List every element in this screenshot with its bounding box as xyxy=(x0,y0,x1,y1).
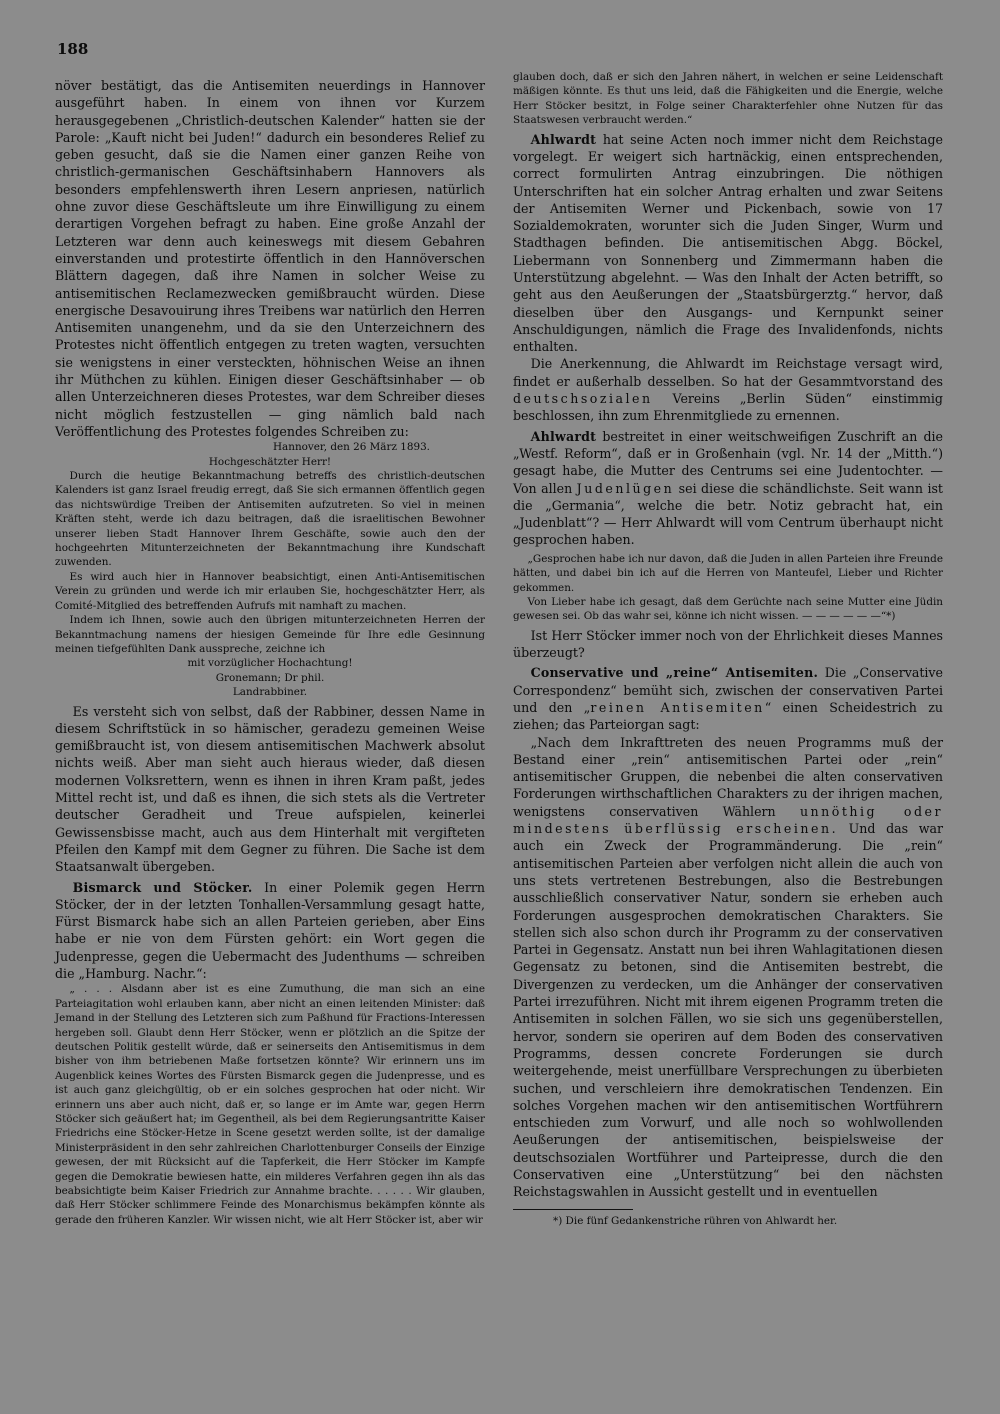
text-segment: bestreitet in einer weitschweifigen Zuschrift an die „Westf. Reform“, daß er in Großenhain (vgl. Nr. 14 der „Mitth.“) gesagt habe, die Mutter des Centrums sei eine Judentochter. — Von allen xyxy=(513,428,943,496)
text-segment: Die „Conservative Correspondenz“ bemüht sich, zwischen der conservativen Partei und den „ xyxy=(513,665,943,715)
footnote-divider xyxy=(513,1209,633,1210)
section-ahlwardt-zuschrift xyxy=(513,428,943,549)
letter-closing: mit vorzüglicher Hochachtung! xyxy=(187,657,353,670)
paragraph-rabbiner: Es versteht sich von selbst, daß der Rabbiner, dessen Name in diesem Schriftstück in so hämischer, geradezu gemeinen Weise gemißbraucht ist, von diesem antisemitischen Machwerk absolut nichts weiß. Aber man sieht auch hieraus wieder, daß diesen modernen Volksrettern, wenn es ihnen in ihren Kram paßt, jedes Mittel recht ist, und daß es ihnen, die sich stets als die Vertreter deutscher Geradheit und Treue aufspielen, keinerlei Gewissensbisse macht, auch aus dem Hinterhalt mit vergifteten Pfeilen den Kampf mit dem Gegner zu führen. Die Sache ist dem Staatsanwalt übergeben. xyxy=(55,703,485,875)
letter-date: Hannover, den 26 März 1893. xyxy=(273,441,430,454)
footnote: *) Die fünf Gedankenstriche rühren von Ahlwardt her. xyxy=(553,1214,838,1227)
section-conservative xyxy=(513,664,943,733)
heading-ahlwardt-1: Ahlwardt xyxy=(530,131,597,147)
quote-continuation: glauben doch, daß er sich den Jahren nähert, in welchen er seine Leidenschaft mäßigen könnte. Es thut uns leid, daß die Fähigkeiten und die Energie, welche Herr Stöcker besitzt, in Folge seiner Charakterfehler ohne Nutzen für das Staatswesen verbraucht werden.“ xyxy=(513,71,943,127)
section-ahlwardt-acten xyxy=(513,131,943,356)
text-segment: sei diese die schändlichste. Seit wann ist die „Germania“, welche die betr. Notiz gebracht hat, ein „Judenblatt“? — Herr Ahlwardt will vom Centrum überhaupt nicht gesprochen haben. xyxy=(513,480,943,548)
letter-paragraph-3: Indem ich Ihnen, sowie auch den übrigen mitunterzeichneten Herren der Bekanntmachung namens der hiesigen Gemeinde für Ihre edle Gesinnung meinen tiefgefühlten Dank ausspreche, zeichne ich xyxy=(55,614,485,655)
paragraph-stoecker-question: Ist Herr Stöcker immer noch von der Ehrlichkeit dieses Mannes überzeugt? xyxy=(513,627,943,661)
paragraph-hannover: növer bestätigt, das die Antisemiten neuerdings in Hannover ausgeführt haben. In einem von ihnen vor Kurzem herausgegebenen „Christlich-deutschen Kalender“ hatten sie der Parole: „Kauft nicht bei Juden!“ dadurch ein besonderes Relief zu geben gesucht, daß sie die Namen einer ganzen Reihe von christlich-germanischen Geschäftsinhabern Hannovers als besonders empfehlenswerth ihren Lesern anpriesen, natürlich ohne zuvor diese Geschäftsleute um ihre Einwilligung zu einem derartigen Vorgehen befragt zu haben. Eine große Anzahl der Letzteren war denn auch keineswegs mit diesem Gebahren einverstanden und protestirte öffentlich in den Hannöverschen Blättern dagegen, daß ihre Namen in solcher Weise zu antisemitischen Reclamezwecken gemißbraucht würden. Diese energische Desavouirung ihres Treibens war natürlich den Herren Antisemiten unangenehm, und da sie den Unterzeichnern des Protestes nicht öffentlich entgegen zu treten wagten, versuchten sie wenigstens in einer versteckten, höhnischen Weise an ihnen ihr Müthchen zu kühlen. Einigen dieser Geschäftsinhaber — ob allen Unterzeichneren dieses Protestes, war dem Schreiber dieses nicht möglich festzustellen — ging nämlich bald nach Veröffentlichung des Protestes folgendes Schreiben zu: xyxy=(55,78,485,439)
letter-signature: Gronemann; Dr phil. xyxy=(215,671,325,684)
text-segment: “ einen Scheidestrich zu ziehen; das Parteiorgan sagt: xyxy=(513,699,943,733)
heading-ahlwardt-2: Ahlwardt xyxy=(530,428,597,444)
paragraph-anerkennung xyxy=(513,355,943,424)
spaced-text: Judenlügen xyxy=(576,480,675,496)
heading-bismarck-stoecker: Bismarck und Stöcker. xyxy=(72,879,253,895)
quote-ahlwardt-1: „Gesprochen habe ich nur davon, daß die Juden in allen Parteien ihre Freunde hätten, und dabei bin ich auf die Herren von Manteufel, Lieber und Richter gekommen. xyxy=(513,552,943,594)
left-column xyxy=(55,77,485,1227)
letter-signature-title: Landrabbiner. xyxy=(232,686,308,699)
heading-conservative: Conservative und „reine“ Antisemiten. xyxy=(530,665,819,681)
spaced-text: unnöthig oder mindestens überflüssig erscheinen. xyxy=(513,803,943,837)
paragraph-ahlwardt-acten: hat seine Acten noch immer nicht dem Reichstage vorgelegt. Er weigert sich hartnäckig, einen entsprechenden, correct formulirten Antrag einzubringen. Die nöthigen Unterschriften hat ein solcher Antrag erhalten und zwar Seitens der Antisemiten Werner und Pickenbach, sowie von 17 Sozialdemokraten, worunter sich die Juden Singer, Wurm und Stadthagen befinden. Die antisemitischen Abgg. Böckel, Liebermann von Sonnenberg und Zimmermann haben die Unterstützung abgelehnt. — Was den Inhalt der Acten betrifft, so geht aus den Aeußerungen der „Staatsbürgerztg.“ hervor, daß dieselben über den Ausgangs- und Kernpunkt seiner Anschuldigungen, nämlich die Frage des Invalidenfonds, nichts enthalten. xyxy=(513,131,943,355)
text-segment: Vereins „Berlin Süden“ einstimmig beschlossen, ihn zum Ehrenmitgliede zu ernennen. xyxy=(513,391,943,424)
paragraph-conservative-quote xyxy=(513,734,943,1201)
text-segment: „Nach dem Inkrafttreten des neuen Programms muß der Bestand einer „rein“ antisemitischen Partei oder „rein“ antisemitischer Gruppen, die nebenbei die alten conservativen Forderungen wirthschaftlichen Charakters zu der ihrigen machen, wenigstens conservativen Wählern xyxy=(513,734,943,819)
letter-salutation: Hochgeschätzter Herr! xyxy=(208,455,332,468)
quote-ahlwardt-2: Von Lieber habe ich gesagt, daß dem Gerüchte nach seine Mutter eine Jüdin gewesen sei. Ob das wahr sei, könne ich nicht wissen. — — — — — —“*) xyxy=(513,595,943,623)
page-number: 188 xyxy=(57,40,89,58)
paragraph-bismarck: In einer Polemik gegen Herrn Stöcker, der in der letzten Tonhallen-Versammlung gesagt hatte, Fürst Bismarck habe sich an allen Parteien gerieben, aber Eins habe er nie von dem Fürsten gehört: ein Wort gegen die Judenpresse, gegen die Uebermacht des Judenthums — schreiben die „Hamburg. Nachr.“: xyxy=(55,879,485,981)
text-segment: Und das war auch ein Zweck der Programmänderung. Die „rein“ antisemitischen Parteien aber verfolgen nicht allein die auch von uns stets vertretenen Bestrebungen, also die Bestrebungen ausschließlich conservativer Natur, sondern sie erheben auch Forderungen ausgesprochen demokratischen Charakters. Sie stellen sich also schon durch ihr Programm zu der conservativen Partei in Gegensatz. Anstatt nun bei ihren Wahlagitationen diesen Gegensatz zu betonen, sind die Antisemiten bestrebt, die Divergenzen zu verdecken, um die Anhänger der conservativen Partei irrezuführen. Nicht mit ihrem eigenen Programm treten die Antisemiten in solchen Fällen, wo sie sich uns gegenüberstellen, hervor, sondern sie operiren auf dem Boden des conservativen Programms, dessen concrete Forderungen sie durch weitergehende, meist unerfüllbare Versprechungen zu überbieten suchen, und verschleiern ihre demokratischen Tendenzen. Ein solches Vorgehen machen wir den antisemitischen Wortführern entschieden zum Vorwurf, und alle noch so wohlwollenden Aeußerungen der antisemitischen, beispielsweise der deutschsozialen Wortführer und Parteipresse, durch die den Conservativen eine „Unterstützung“ bei den nächsten Reichstagswahlen in Aussicht gestellt und in eventuellen xyxy=(513,821,944,1200)
spaced-text: reinen Antisemiten xyxy=(590,699,765,715)
right-column xyxy=(513,70,943,1228)
letter-paragraph-2: Es wird auch hier in Hannover beabsichtigt, einen Anti-Antisemitischen Verein zu gründen und werde ich mir erlauben Sie, hochgeschätzter Herr, als Comité-Mitglied des betreffenden Aufrufs mit namhaft zu machen. xyxy=(55,570,485,612)
text-segment: Die Anerkennung, die Ahlwardt im Reichstage versagt wird, findet er außerhalb desselben. So hat der Gesammtvorstand des xyxy=(513,356,943,389)
quote-hamburger-nachrichten: „ . . . Alsdann aber ist es eine Zumuthung, die man sich an eine Parteiagitation wohl erlauben kann, aber nicht an einen leitenden Minister: daß Jemand in der Stellung des Letzteren sich zum Paßhund für Fractions-Interessen hergeben soll. Glaubt denn Herr Stöcker, wenn er plötzlich an die Spitze der deutschen Politik gestellt würde, daß er seinerseits den Antisemitismus in dem bisher von ihm betriebenen Maße fortsetzen könnte? Wir erinnern uns im Augenblick keines Wortes des Fürsten Bismarck gegen die Judenpresse, und es ist auch ganz gleichgültig, ob er ein solches gesprochen hat oder nicht. Wir erinnern uns aber auch nicht, daß er, so lange er im Amte war, gegen Herrn Stöcker sich geäußert hat; im Gegentheil, als bei dem Regierungsantritte Kaiser Friedrichs eine Stöcker-Hetze in Scene gesetzt werden sollte, ist der damalige Ministerpräsident in den sehr zahlreichen Charlottenburger Conseils der Einzige gewesen, der mit Rücksicht auf die Tapferkeit, die Herr Stöcker im Kampfe gegen die Demokratie bewiesen hatte, ein milderes Verfahren gegen ihn als das beabsichtigte beim Kaiser Friedrich zur Annahme brachte. . . . . . Wir glauben, daß Herr Stöcker schlimmere Feinde des Monarchismus bekämpfen könnte als gerade den früheren Kanzler. Wir wissen nicht, wie alt Herr Stöcker ist, aber wir xyxy=(55,983,485,1226)
spaced-text: deutschsozialen xyxy=(513,391,653,407)
section-bismarck xyxy=(55,879,485,983)
letter-paragraph-1: Durch die heutige Bekanntmachung betreffs des christlich-deutschen Kalenders ist ganz Israel freudig erregt, daß Sie sich ermannen öffentlich gegen das nichtswürdige Treiben der Antisemiten aufzutreten. So viel in meinen Kräften steht, werde ich dazu beitragen, daß die israelitischen Bewohner unserer lieben Stadt Hannover Ihrem Geschäfte, sowie auch den der hochgeehrten Mitunterzeichneten der Bekanntmachung ihre Kundschaft zuwenden. xyxy=(55,470,485,569)
